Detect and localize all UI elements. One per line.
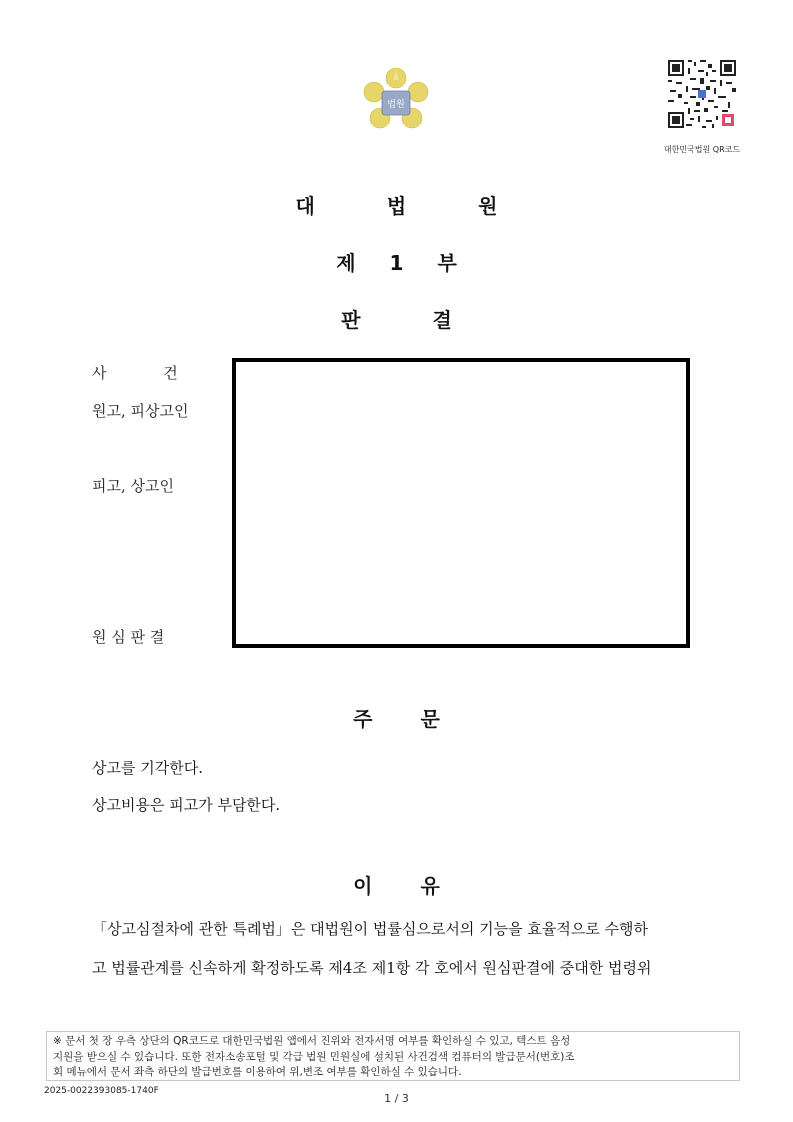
notice-line-3: 회 메뉴에서 문서 좌측 하단의 발급번호를 이용하여 위,변조 여부를 확인하실 수 있습니다. bbox=[53, 1066, 462, 1078]
qr-code bbox=[666, 58, 738, 130]
document-number: 2025-0022393085-1740F bbox=[44, 1086, 159, 1096]
case-label bbox=[92, 362, 178, 383]
qr-caption: 대한민국법원 QR코드 bbox=[663, 145, 741, 154]
court-name bbox=[0, 190, 793, 219]
order-heading bbox=[0, 703, 793, 732]
court-name-char-3: 원 bbox=[478, 194, 498, 218]
emblem-text: 법원 bbox=[387, 100, 405, 110]
court-emblem bbox=[358, 66, 434, 140]
order-heading-char-1: 주 bbox=[353, 707, 373, 731]
judgment-char-1: 판 bbox=[341, 308, 361, 332]
notice-line-1: ※ 문서 첫 장 우측 상단의 QR코드로 대한민국법원 앱에서 진위와 전자서명 여부를 확인하실 수 있고, 텍스트 음성 bbox=[53, 1035, 571, 1047]
plaintiff-label: 원고, 피상고인 bbox=[92, 402, 189, 420]
reasons-heading bbox=[0, 870, 793, 899]
redaction-box bbox=[232, 358, 690, 648]
original-judgment-label: 원 심 판 결 bbox=[92, 628, 165, 646]
verification-notice bbox=[46, 1031, 740, 1081]
division-title bbox=[0, 247, 793, 276]
notice-line-2: 지원을 받으실 수 있습니다. 또한 전자소송포털 및 각급 법원 민원실에 설치된 사건검색 컴퓨터의 발급문서(번호)조 bbox=[53, 1050, 575, 1063]
page-number: 1 / 3 bbox=[384, 1092, 409, 1105]
court-emblem-icon bbox=[358, 66, 434, 140]
reason-line-2: 고 법률관계를 신속하게 확정하도록 제4조 제1항 각 호에서 원심판결에 중대한 법령위 bbox=[92, 959, 652, 977]
court-name-char-2: 법 bbox=[386, 194, 407, 218]
order-heading-char-2: 문 bbox=[420, 707, 440, 731]
order-line-1: 상고를 기각한다. bbox=[92, 759, 203, 777]
judgment-char-2: 결 bbox=[432, 308, 452, 332]
court-name-char-1: 대 bbox=[295, 194, 315, 218]
judgment-title bbox=[0, 304, 793, 333]
reasons-heading-char-2: 유 bbox=[420, 874, 440, 898]
defendant-label: 피고, 상고인 bbox=[92, 477, 174, 495]
qr-code-icon bbox=[666, 58, 738, 130]
reasons-heading-char-1: 이 bbox=[353, 874, 373, 898]
division-char-1: 제 bbox=[336, 251, 356, 275]
case-label-text: 사 건 bbox=[92, 364, 178, 382]
division-char-3: 부 bbox=[437, 251, 457, 275]
division-char-2: 1 bbox=[389, 251, 404, 275]
order-line-2: 상고비용은 피고가 부담한다. bbox=[92, 796, 281, 814]
reason-line-1: 「상고심절차에 관한 특례법」은 대법원이 법률심으로서의 기능을 효율적으로 수행하 bbox=[92, 920, 649, 938]
